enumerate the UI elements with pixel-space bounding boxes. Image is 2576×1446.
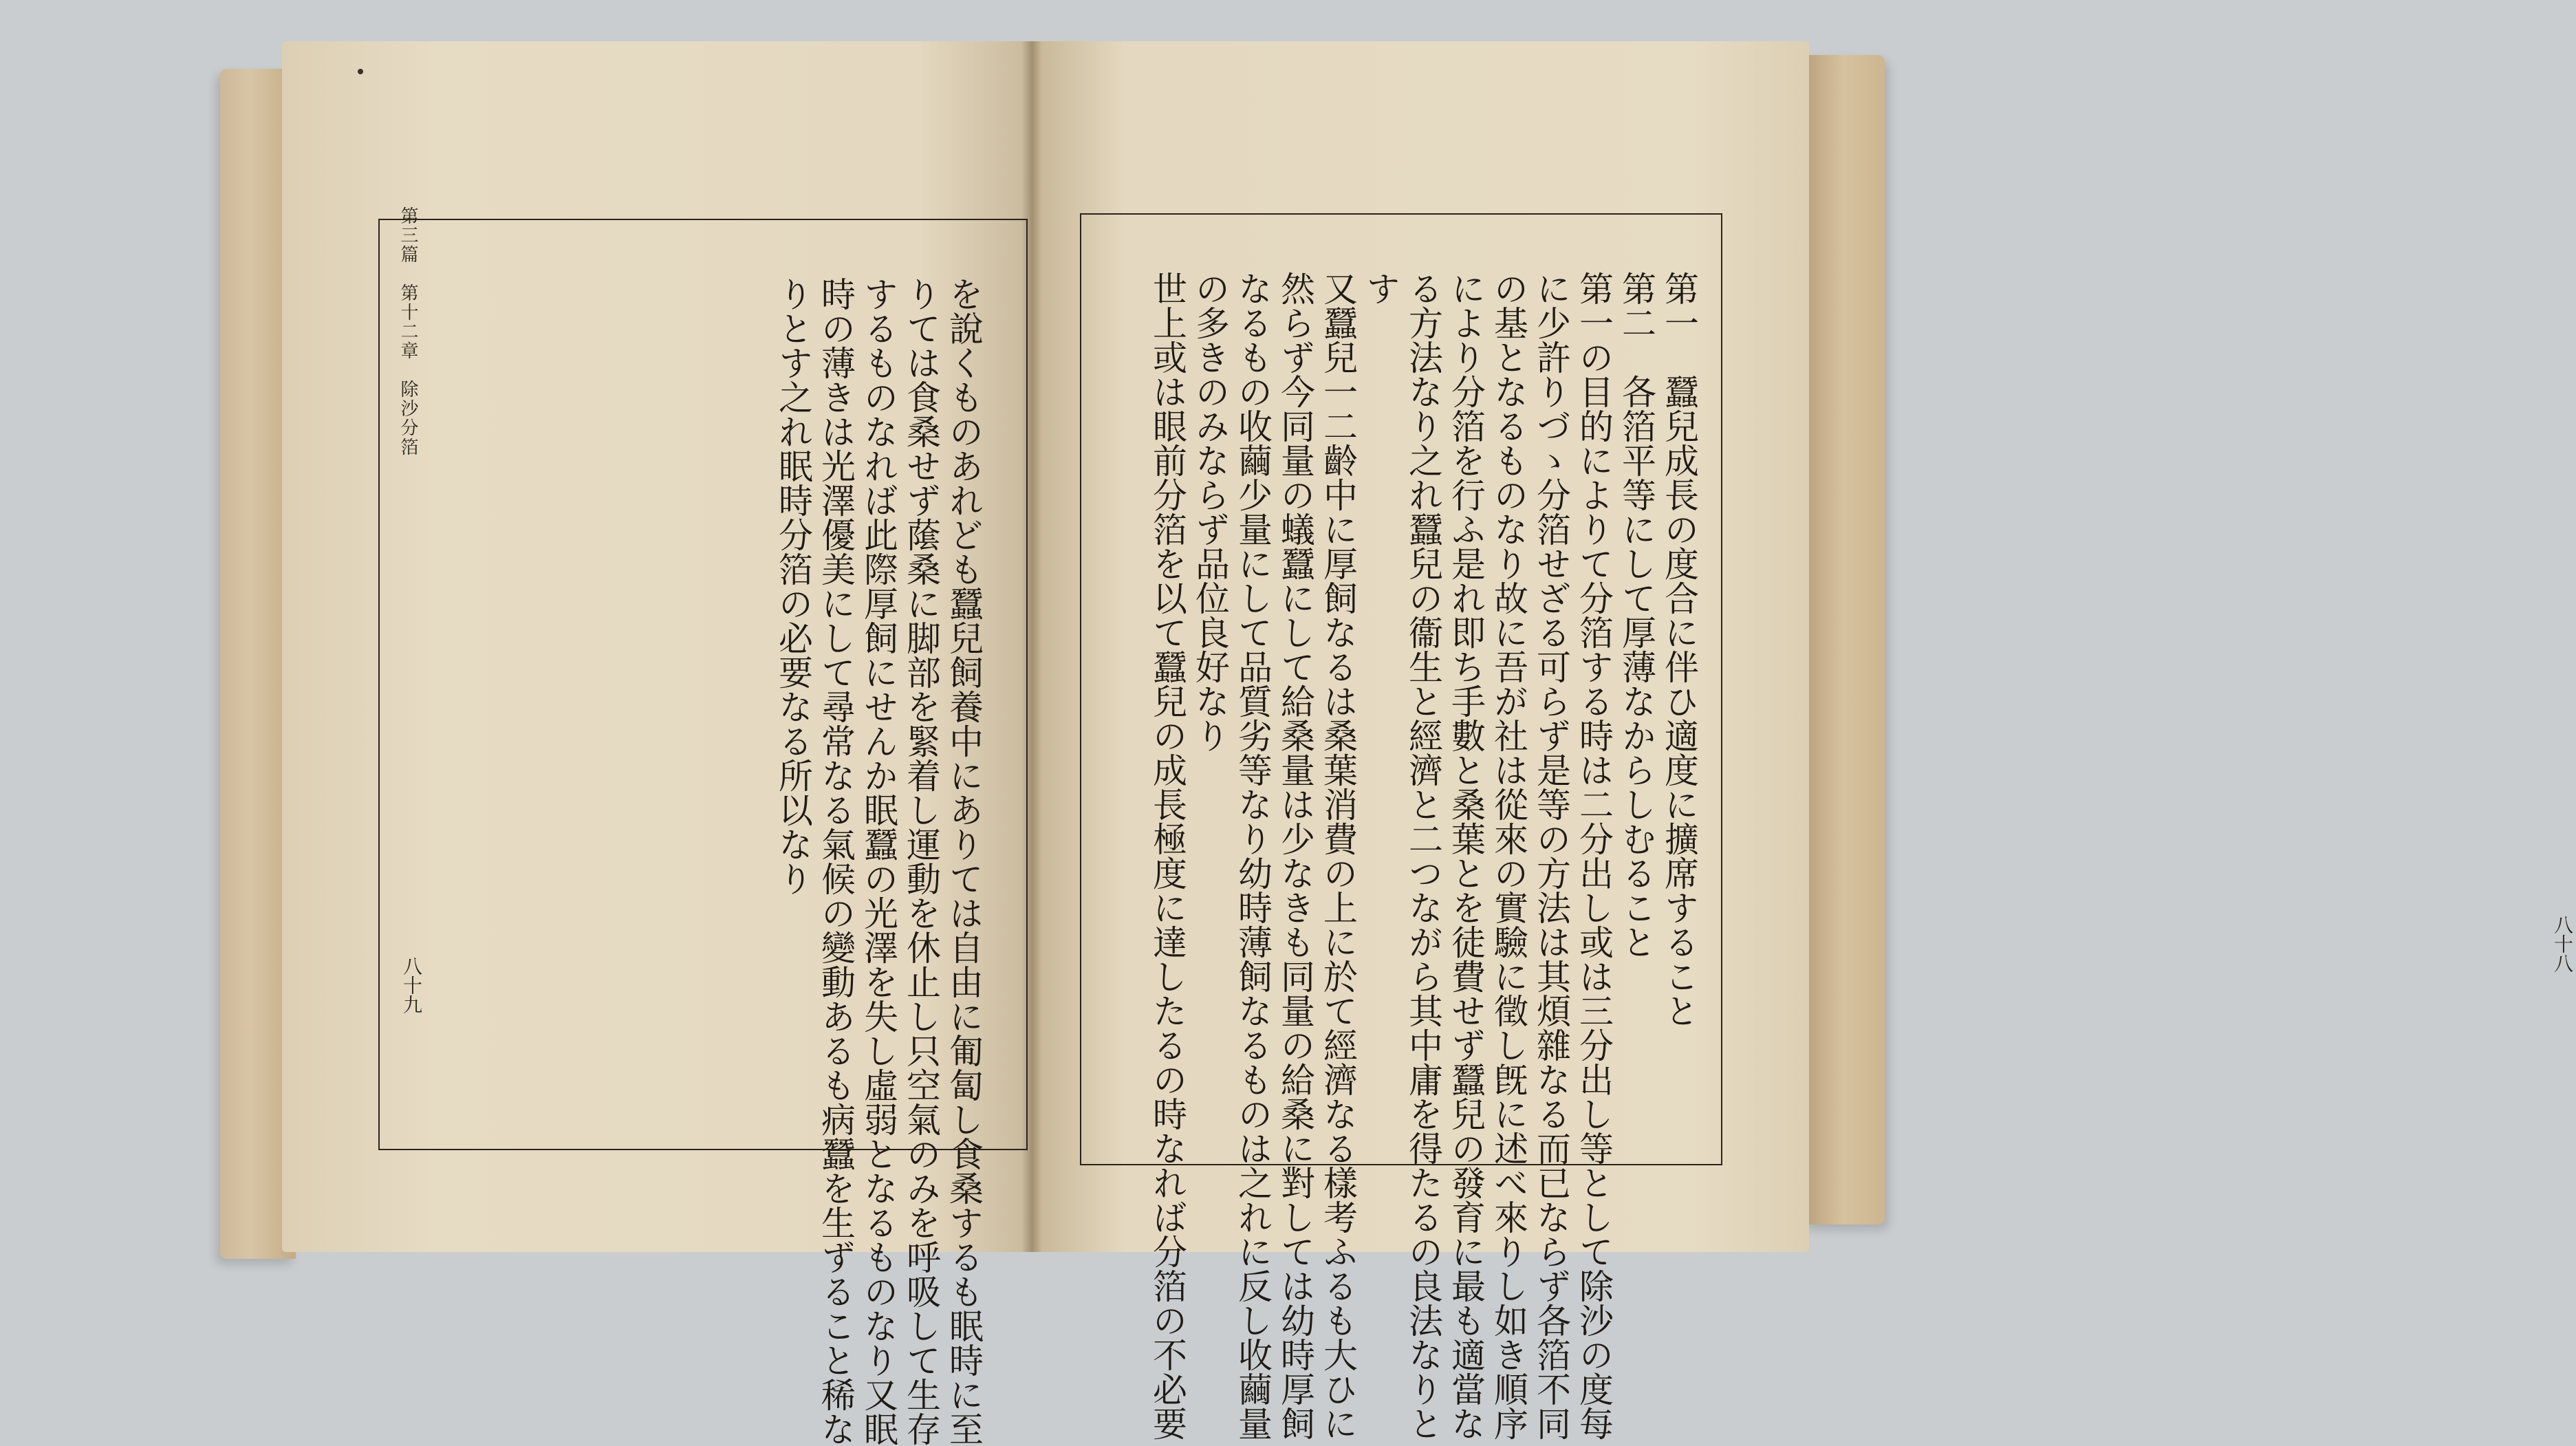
right-body-text: [1146, 271, 1700, 1440]
text-line: 第二 各箔平等にして厚薄なからしむること: [1616, 271, 1656, 959]
book-edge-right: [1802, 55, 1885, 1224]
right-text-frame: [1080, 213, 1722, 1440]
text-line: なるもの收繭少量にして品質劣等なり幼時薄飼なるものは之れに反し收繭量: [1233, 271, 1273, 1440]
left-text-frame: [378, 219, 1028, 1446]
left-body-text: [772, 277, 985, 1446]
text-line: りとす之れ眠時分箔の必要なる所以なり: [773, 277, 813, 896]
text-line: 然らず今同量の蟻蠶にして給桑量は少なきも同量の給桑に對しては幼時厚飼: [1275, 271, 1315, 1440]
text-line: す: [1361, 271, 1400, 305]
text-line: 第一の目的によりて分箔する時は二分出し或は三分出し等として除沙の度每: [1574, 271, 1614, 1440]
text-line: するものなれば此際厚飼にせんか眠蠶の光澤を失し虛弱となるものなり又眠: [858, 277, 898, 1446]
text-line: 時の薄きは光澤優美にして尋常なる氣候の變動あるも病蠶を生ずること稀な: [816, 277, 856, 1446]
page-number-left: 八十九: [400, 956, 423, 1014]
text-line: に少許りづゝ分箔せざる可らず是等の方法は其煩雜なる而已ならず各箔不同: [1531, 271, 1571, 1440]
open-book: [220, 41, 2574, 1446]
paper-speck: [358, 69, 363, 74]
text-line: 第一 蠶兒成長の度合に伴ひ適度に擴席すること: [1659, 271, 1699, 1028]
text-line: 世上或は眼前分箔を以て蠶兒の成長極度に達したるの時なれば分箔の不必要: [1147, 271, 1187, 1440]
text-line: を說くものあれども蠶兒飼養中にありては自由に匍匐し食桑するも眠時に至: [944, 277, 984, 1446]
text-line: りては食桑せず䕃桑に脚部を緊着し運動を休止し只空氣のみを呼吸して生存: [901, 277, 941, 1446]
running-header: 第三篇 第十二章 除沙分箔: [398, 206, 418, 457]
text-line: る方法なり之れ蠶兒の衞生と經濟と二つながら其中庸を得たるの良法なりと: [1403, 271, 1443, 1440]
text-line: の多きのみならず品位良好なり: [1190, 271, 1230, 753]
text-line: の基となるものなり故に吾が社は從來の實驗に徵し旣に述べ來りし如き順序: [1489, 271, 1528, 1440]
text-line: 又蠶兒一二齡中に厚飼なるは桑葉消費の上に於て經濟なる樣考ふるも大ひに: [1318, 271, 1358, 1440]
page-number-right: 八十八: [2551, 915, 2574, 973]
text-line: により分箔を行ふ是れ即ち手數と桑葉とを徒費せず蠶兒の發育に最も適當な: [1446, 271, 1486, 1440]
